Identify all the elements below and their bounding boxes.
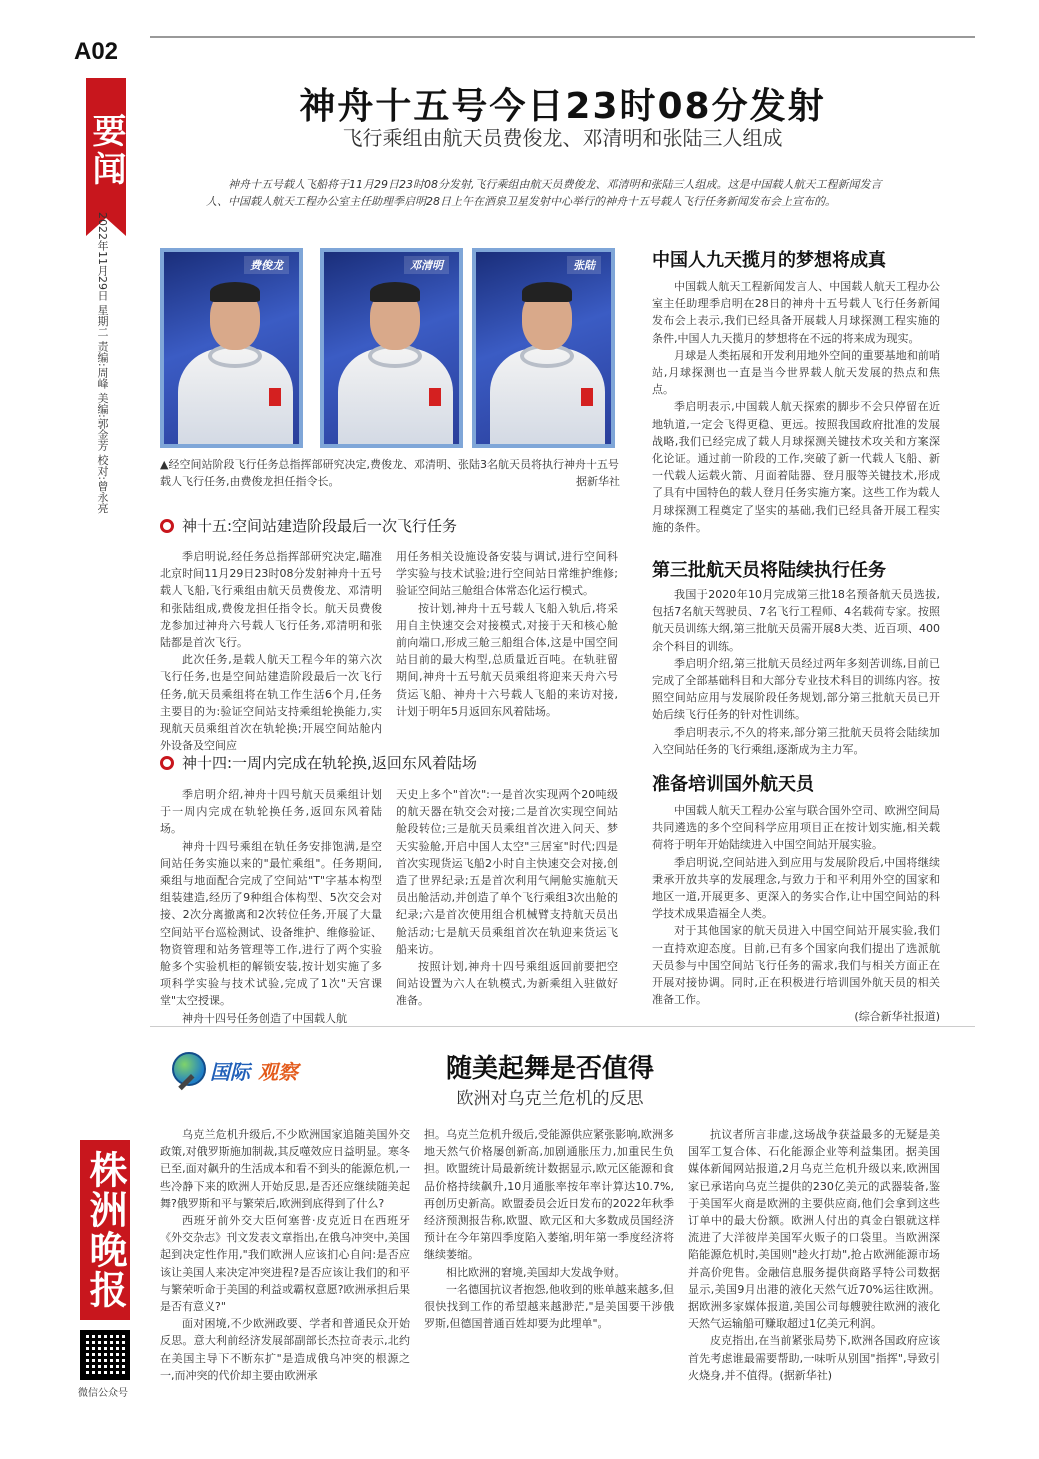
bullet-circle-icon	[160, 519, 174, 533]
intl-column-3	[688, 1126, 940, 1384]
paragraph: 相比欧洲的窘境,美国却大发战争财。	[446, 1265, 626, 1279]
photo-caption	[160, 456, 620, 490]
portrait-name: 张陆	[567, 256, 601, 274]
paragraph: 按计划,神舟十五号载人飞船入轨后,将采用自主快速交会对接模式,对接于天和核心舱前向端口,形成三舱三船组合体,这是中国空间站目前的最大构型,总质量近百吨。在轨驻留期间,神舟十五号航天员乘组将迎来天舟六号货运飞船、神舟十六号载人飞船的来访对接,计划于明年5月返回东风着陆场。	[396, 601, 618, 718]
section-divider	[150, 1026, 975, 1027]
paragraph: 面对困境,不少欧洲政要、学者和普通民众开始反思。意大利前经济发展部副部长杰拉奇表示,北约在美国主导下不断东扩"是造成俄乌冲突的根源之一,而冲突的代价却主要由欧洲承	[160, 1317, 410, 1382]
portrait-zhang-lu	[472, 248, 615, 448]
paragraph: 乌克兰危机升级后,不少欧洲国家追随美国外交政策,对俄罗斯施加制裁,其反噬效应日益明显。寒冬已至,面对飙升的生活成本和看不到头的能源危机,一些冷静下来的欧洲人开始反思,是否还应继续随美起舞?俄罗斯和平与繁荣后,欧洲到底得到了什么?	[160, 1128, 410, 1210]
paragraph: 用任务相关设施设备安装与调试,进行空间科学实验与技术试验;进行空间站日常维护维修;验证空间站三舱组合体常态化运行模式。	[396, 550, 618, 598]
paragraph: 对于其他国家的航天员进入中国空间站开展实验,我们一直持欢迎态度。目前,已有多个国家向我们提出了选派航天员参与中国空间站飞行任务的需求,我们与相关方面正在开展对接协调。同时,正在积极进行培训国外航天员的相关准备工作。	[652, 924, 940, 1007]
paragraph: 此次任务,是载人航天工程今年的第六次飞行任务,也是空间站建造阶段最后一次飞行任务,航天员乘组将在轨工作生活6个月,任务主要目的为:验证空间站支持乘组轮换能力,实现航天员乘组首次在轨轮换;开展空间站舱内外设备及空间应	[160, 653, 382, 753]
intl-headline: 随美起舞是否值得	[445, 1054, 654, 1084]
paragraph: 季启明介绍,第三批航天员经过两年多刻苦训练,目前已完成了全部基础科目和大部分专业技术科目的训练内容。按照空间站应用与发展阶段任务规划,部分第三批航天员已开始后续飞行任务的针对性训练。	[652, 656, 940, 722]
qr-code-icon[interactable]	[80, 1330, 130, 1380]
paragraph: 一名德国抗议者抱怨,他收到的账单越来越多,但很快找到工作的希望越来越渺茫,"是美国要干涉俄罗斯,但德国普通百姓却要为此埋单"。	[424, 1282, 674, 1331]
portrait-name: 费俊龙	[244, 256, 289, 274]
paragraph: 按照计划,神舟十四号乘组返回前要把空间站设置为六人在轨模式,为新乘组入驻做好准备。	[396, 960, 618, 1008]
top-rule	[150, 36, 975, 38]
paragraph: 担。乌克兰危机升级后,受能源供应紧张影响,欧洲多地天然气价格屡创新高,加剧通胀压力,加重民生负担。欧盟统计局最新统计数据显示,欧元区能源和食品价格持续飙升,10月通胀率按年率计算达10.7%,再创历史新高。欧盟委员会近日发布的2022年秋季经济预测报告称,欧盟、欧元区和大多数成员国经济预计在今年第四季度陷入萎缩,明年第一季度经济将继续萎缩。	[424, 1128, 674, 1262]
paragraph: 中国载人航天工程新闻发言人、中国载人航天工程办公室主任助理季启明在28日的神舟十五号载人飞行任务新闻发布会上表示,我们已经具备开展载人月球探测工程实施的条件,中国人九天揽月的梦想将在不远的将来成为现实。	[652, 280, 940, 345]
lead-paragraph: 神舟十五号载人飞船将于11月29日23时08分发射,飞行乘组由航天员费俊龙、邓清明和张陆三人组成。这是中国载人航天工程新闻发言人、中国载人航天工程办公室主任助理季启明28日上午在酒泉卫星发射中心举行的神舟十五号载人飞行任务新闻发布会上宣布的。	[206, 178, 882, 208]
paragraph: 季启明说,经任务总指挥部研究决定,瞄准北京时间11月29日23时08分发射神舟十五号载人飞船,飞行乘组由航天员费俊龙、邓清明和张陆组成,费俊龙担任指令长。航天员费俊龙参加过神舟六号载人飞行任务,邓清明和张陆都是首次飞行。	[160, 550, 382, 650]
sec1-column-right	[396, 548, 618, 720]
paragraph: 天史上多个"首次":一是首次实现两个20吨级的航天器在轨交会对接;二是首次实现空间站舱段转位;三是航天员乘组首次进入问天、梦天实验舱,开启中国人太空"三居室"时代;四是首次实现货运飞船2小时自主快速交会对接,创造了世界纪录;五是首次利用气闸舱实施航天员出舱活动,并创造了单个飞行乘组3次出舱的纪录;六是首次使用组合机械臂支持航天员出舱活动;七是航天员乘组首次在轨迎来货运飞船来访。	[396, 788, 618, 956]
right-block-3	[652, 802, 940, 1026]
paragraph: 西班牙前外交大臣何塞普·皮克近日在西班牙《外交杂志》刊文发表文章指出,在俄乌冲突中,美国起到决定性作用,"我们欧洲人应该扪心自问:是否应该让美国人来决定冲突进程?是否应该让我们的和平与繁荣听命于美国的利益或霸权意愿?欧洲承担后果是否有意义?"	[160, 1214, 410, 1314]
source-note: (综合新华社报道)	[854, 1010, 940, 1024]
paragraph: 神舟十四号任务创造了中国载人航	[182, 1011, 347, 1025]
subsection-title-text: 神十五:空间站建造阶段最后一次飞行任务	[182, 517, 458, 535]
caption-text: ▲经空间站阶段飞行任务总指挥部研究决定,费俊龙、邓清明、张陆3名航天员将执行神舟十五号载人飞行任务,由费俊龙担任指令长。	[160, 458, 619, 488]
portrait-name: 邓清明	[404, 256, 449, 274]
astronaut-photos	[160, 248, 624, 458]
logo-word: 观察	[258, 1060, 298, 1084]
paragraph: 中国载人航天工程办公室与联合国外空司、欧洲空间局共同遴选的多个空间科学应用项目正在按计划实施,相关载荷将于明年开始陆续进入中国空间站开展实验。	[652, 804, 940, 852]
paragraph: 皮克指出,在当前紧张局势下,欧洲各国政府应该首先考虑谁最需要帮助,一味听从别国"指挥",导致引火烧身,并不值得。(据新华社)	[688, 1334, 940, 1382]
photo-credit: 据新华社	[576, 475, 620, 488]
right-heading-3: 准备培训国外航天员	[652, 774, 814, 795]
intl-column-2	[424, 1126, 674, 1332]
right-block-1	[652, 278, 940, 536]
subsection-title	[160, 752, 477, 773]
paragraph: 我国于2020年10月完成第三批18名预备航天员选拔,包括7名航天驾驶员、7名飞行工程师、4名载荷专家。按照航天员训练大纲,第三批航天员需开展8大类、近百项、400余个科目的训练。	[652, 588, 940, 653]
right-heading-2: 第三批航天员将陆续执行任务	[652, 560, 886, 581]
paper-logo: 株洲晚报	[80, 1140, 130, 1320]
page-subheadline: 飞行乘组由航天员费俊龙、邓清明和张陆三人组成	[342, 126, 783, 150]
page-number: A02	[74, 38, 119, 65]
sec2-column-left	[160, 786, 382, 1027]
section-tag: 要闻	[86, 78, 126, 218]
right-heading-1: 中国人九天揽月的梦想将成真	[652, 250, 886, 271]
intl-observation-logo	[170, 1048, 350, 1098]
paragraph: 季启明介绍,神舟十四号航天员乘组计划于一周内完成在轨轮换任务,返回东风着陆场。	[160, 788, 382, 836]
right-block-2	[652, 586, 940, 758]
intl-column-1	[160, 1126, 410, 1384]
paragraph: 月球是人类拓展和开发利用地外空间的重要基地和前哨站,月球探测也一直是当今世界载人航天发展的热点和焦点。	[652, 348, 940, 397]
portrait-deng-qingming	[320, 248, 463, 448]
paragraph: 季启明表示,不久的将来,部分第三批航天员将会陆续加入空间站任务的飞行乘组,逐渐成为主力军。	[652, 725, 940, 756]
logo-word: 国际	[210, 1060, 250, 1084]
subsection-title-text: 神十四:一周内完成在轨轮换,返回东风着陆场	[182, 754, 477, 772]
page-headline: 神舟十五号今日23时08分发射	[299, 86, 826, 127]
bullet-circle-icon	[160, 756, 174, 770]
subsection-title	[160, 515, 457, 536]
dateline: 2022年11月29日 星期二 责编:周峰 美编:郭金芳 校对:曾永亮	[96, 212, 109, 514]
qr-caption: 微信公众号	[78, 1388, 128, 1399]
sec1-column-left	[160, 548, 382, 754]
paragraph: 季启明表示,中国载人航天探索的脚步不会只停留在近地轨道,一定会飞得更稳、更远。按照我国政府批准的发展战略,我们已经完成了载人月球探测关键技术攻关和方案深化论证。通过前一阶段的工作,突破了新一代载人飞船、新一代载人运载火箭、月面着陆器、登月服等关键技术,形成了具有中国特色的载人登月任务实施方案。这些工作为载人月球探测工程奠定了坚实的基础,我们已经具备开展工程实施的条件。	[652, 400, 940, 534]
paragraph: 神舟十四号乘组在轨任务安排饱满,是空间站任务实施以来的"最忙乘组"。任务期间,乘组与地面配合完成了空间站"T"字基本构型组装建造,经历了9种组合体构型、5次交会对接、2次分离撤离和2次转位任务,开展了大量空间站平台巡检测试、设备维护、维修验证、物资管理和站务管理等工作,进行了两个实验舱多个实验机柜的解锁安装,按计划实施了多项科学实验与技术试验,完成了1次"天宫课堂"太空授课。	[160, 839, 382, 1008]
paragraph: 季启明说,空间站进入到应用与发展阶段后,中国将继续秉承开放共享的发展理念,与致力于和平利用外空的国家和地区一道,开展更多、更深入的务实合作,让中国空间站的科学技术成果造福全人类。	[652, 855, 940, 921]
paragraph: 抗议者所言非虚,这场战争获益最多的无疑是美国军工复合体、石化能源企业等利益集团。据美国媒体新闻网站报道,2月乌克兰危机升级以来,欧洲国家已承诺向乌克兰提供的230亿美元的武器装备,鉴于美国军火商是欧洲的主要供应商,他们会拿到这些订单中的最大份额。欧洲人付出的真金白银就这样流进了大洋彼岸美国军火贩子的口袋里。当欧洲深陷能源危机时,美国则"趁火打劫",抢占欧洲能源市场并高价兜售。金融信息服务提供商路孚特公司数据显示,美国9月出港的液化天然气近70%运往欧洲。据欧洲多家媒体报道,美国公司每艘驶往欧洲的液化天然气运输船可赚取超过1亿美元利润。	[688, 1128, 940, 1331]
portrait-fei-junlong	[160, 248, 303, 448]
intl-subheadline: 欧洲对乌克兰危机的反思	[456, 1089, 644, 1109]
sec2-column-right	[396, 786, 618, 1010]
